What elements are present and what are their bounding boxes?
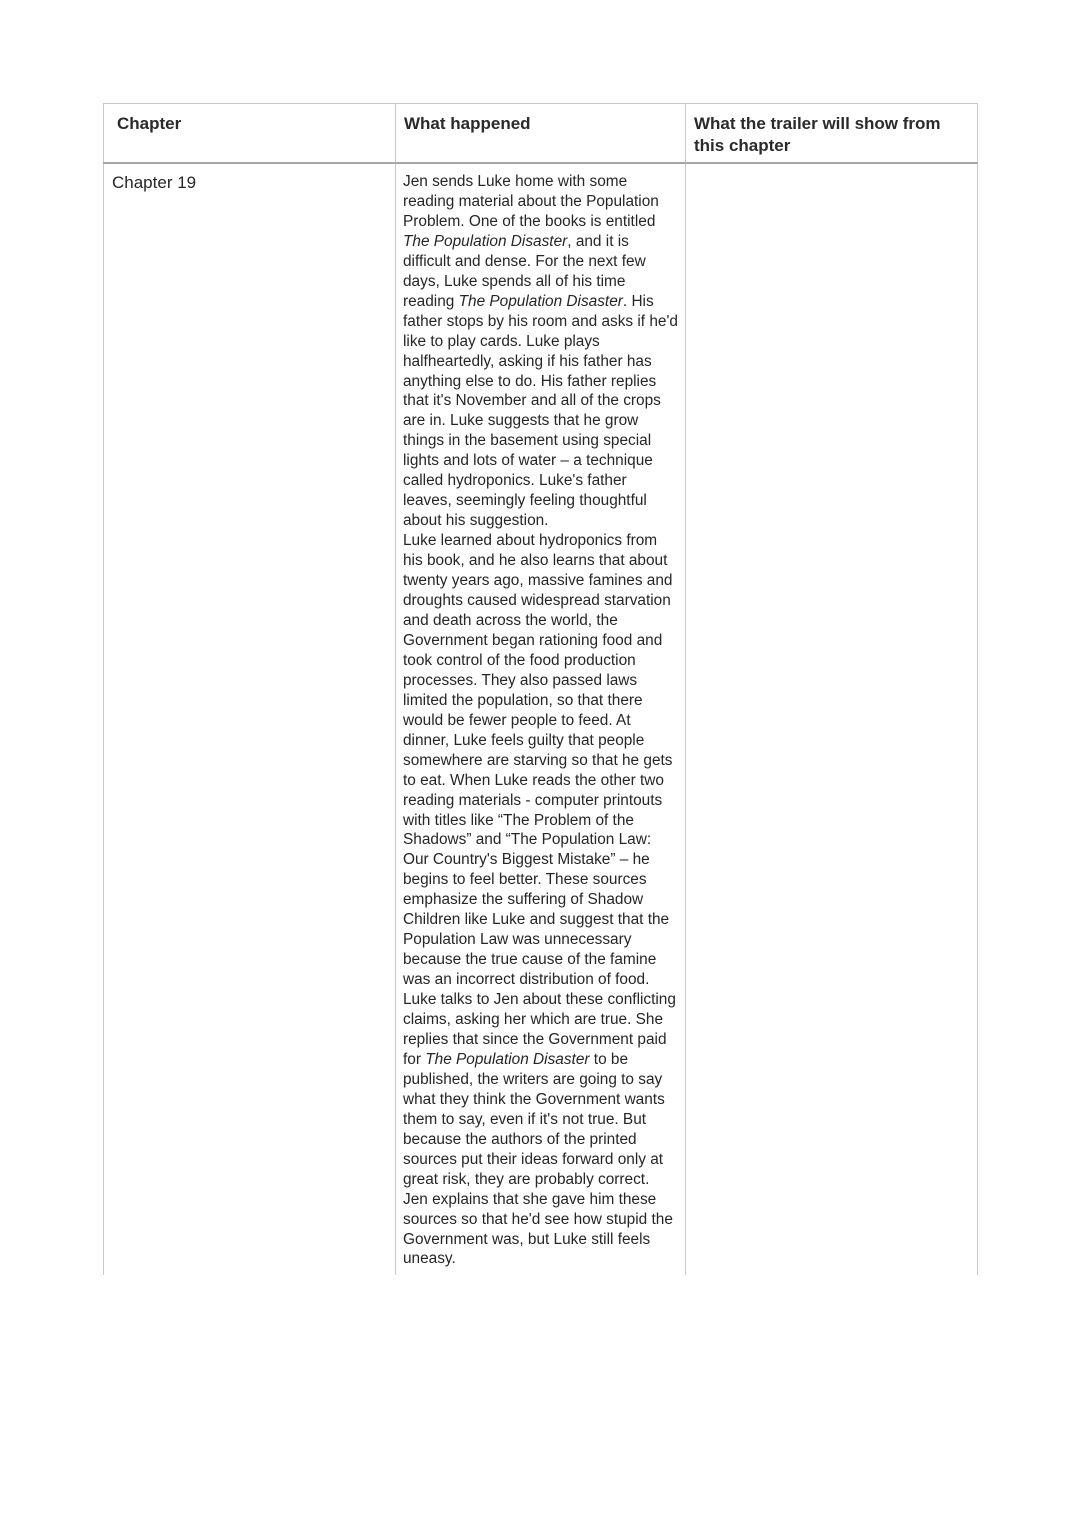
summary-sheet [103, 103, 977, 1275]
header-trailer-label: What the trailer will show from this chapter [694, 114, 941, 155]
chapter-label: Chapter 19 [112, 173, 197, 192]
table-row [104, 163, 978, 1275]
trailer-cell[interactable] [686, 163, 978, 1275]
book-title: The Population Disaster [403, 232, 568, 250]
summary-text: to be published, the writers are going to say what they think the Government wants them to say, even if it's not true. But because the authors of the printed sources put their ideas forward only at great risk, they are probably correct. Jen explains that she gave him these sources so that he'd see how stupid the Government was, but Luke still feels uneasy. [403, 1050, 673, 1268]
header-chapter-label: Chapter [117, 114, 182, 133]
table-header-row [104, 104, 978, 164]
summary-text: . His father stops by his room and asks if he'd like to play cards. Luke plays halfheartedly, asking if his father has anything else to do. His father replies that it's November and all of the crops are in. Luke suggests that he grow things in the basement using special lights and lots of water – a technique called hydroponics. Luke's father leaves, seemingly feeling thoughtful about his suggestion. [403, 292, 678, 530]
header-what-happened [396, 104, 686, 164]
book-title: The Population Disaster [425, 1050, 590, 1068]
header-chapter [104, 104, 396, 164]
book-title: The Population Disaster [458, 292, 623, 310]
chapter-table [103, 103, 978, 1275]
summary-paragraph-1 [403, 172, 678, 531]
chapter-cell [104, 163, 396, 1275]
trailer-text [686, 164, 977, 178]
summary-text: Jen sends Luke home with some reading material about the Population Problem. One of the books is entitled [403, 173, 659, 230]
header-trailer [686, 104, 978, 164]
summary-paragraph-2 [403, 531, 678, 1269]
summary-text: , and it is difficult and dense. For the next few days, Luke spends all of his time reading [403, 232, 646, 310]
header-what-happened-label: What happened [404, 114, 531, 133]
what-happened-cell [396, 163, 686, 1275]
summary-text: Luke learned about hydroponics from his book, and he also learns that about twenty years ago, massive famines and droughts caused widespread starvation and death across the world, the Government began rationing food and took control of the food production processes. They also passed laws limited the population, so that there would be fewer people to feed. At dinner, Luke feels guilty that people somewhere are starving so that he gets to eat. When Luke reads the other two reading materials - computer printouts with titles like “The Problem of the Shadows” and “The Population Law: Our Country's Biggest Mistake” – he begins to feel better. These sources emphasize the suffering of Shadow Children like Luke and suggest that the Population Law was unnecessary because the true cause of the famine was an incorrect distribution of food. Luke talks to Jen about these conflicting claims, asking her which are true. She replies that since the Government paid for [403, 532, 676, 1068]
